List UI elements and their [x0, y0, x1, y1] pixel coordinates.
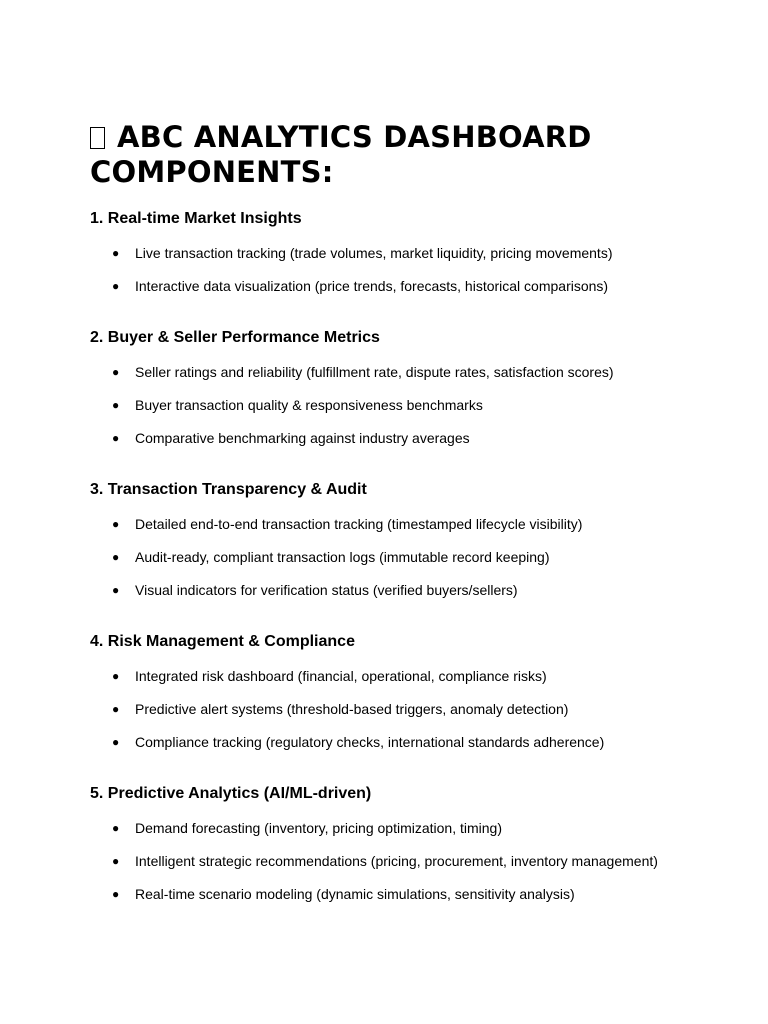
list-item-text: Real-time scenario modeling (dynamic simulations, sensitivity analysis) — [135, 886, 575, 902]
bullet-icon: ● — [112, 517, 120, 531]
list-item — [90, 516, 730, 533]
list-item-text: Buyer transaction quality & responsiveness benchmarks — [135, 397, 483, 413]
list-item-text: Live transaction tracking (trade volumes, market liquidity, pricing movements) — [135, 245, 613, 261]
list-item-text: Predictive alert systems (threshold-based triggers, anomaly detection) — [135, 701, 569, 717]
list-item-text: Seller ratings and reliability (fulfillment rate, dispute rates, satisfaction scores) — [135, 364, 614, 380]
list-item — [90, 886, 730, 903]
list-item-text: Integrated risk dashboard (financial, operational, compliance risks) — [135, 668, 547, 684]
list-item — [90, 582, 730, 599]
document-title-text: ABC ANALYTICS DASHBOARD COMPONENTS: — [90, 120, 592, 189]
section-buyer-seller-performance-metrics — [90, 328, 730, 447]
list-item-text: Detailed end-to-end transaction tracking (timestamped lifecycle visibility) — [135, 516, 583, 532]
list-item — [90, 397, 730, 414]
section-transaction-transparency-audit — [90, 480, 730, 599]
bullet-icon: ● — [112, 821, 120, 835]
bullet-icon: ● — [112, 854, 120, 868]
document-page — [90, 120, 730, 903]
bullet-icon: ● — [112, 735, 120, 749]
list-item — [90, 549, 730, 566]
bullet-list — [90, 364, 730, 447]
missing-glyph-icon — [90, 127, 105, 149]
list-item — [90, 701, 730, 718]
bullet-icon: ● — [112, 887, 120, 901]
section-real-time-market-insights — [90, 209, 730, 295]
bullet-icon: ● — [112, 398, 120, 412]
bullet-icon: ● — [112, 702, 120, 716]
list-item-text: Compliance tracking (regulatory checks, international standards adherence) — [135, 734, 605, 750]
list-item — [90, 430, 730, 447]
section-heading: 3. Transaction Transparency & Audit — [90, 481, 367, 498]
bullet-icon: ● — [112, 550, 120, 564]
list-item-text: Visual indicators for verification status (verified buyers/sellers) — [135, 582, 518, 598]
document-title — [90, 120, 730, 190]
bullet-icon: ● — [112, 365, 120, 379]
bullet-list — [90, 516, 730, 599]
bullet-list — [90, 820, 730, 903]
list-item — [90, 278, 730, 295]
list-item-text: Demand forecasting (inventory, pricing optimization, timing) — [135, 820, 503, 836]
bullet-icon: ● — [112, 246, 120, 260]
section-heading: 4. Risk Management & Compliance — [90, 633, 355, 650]
bullet-icon: ● — [112, 279, 120, 293]
bullet-icon: ● — [112, 431, 120, 445]
bullet-list — [90, 668, 730, 751]
list-item — [90, 364, 730, 381]
section-heading: 1. Real-time Market Insights — [90, 210, 302, 227]
section-heading: 2. Buyer & Seller Performance Metrics — [90, 329, 380, 346]
list-item-text: Intelligent strategic recommendations (pricing, procurement, inventory management) — [135, 853, 658, 869]
list-item-text: Comparative benchmarking against industry averages — [135, 430, 470, 446]
list-item-text: Audit-ready, compliant transaction logs (immutable record keeping) — [135, 549, 550, 565]
bullet-icon: ● — [112, 669, 120, 683]
bullet-list — [90, 245, 730, 295]
list-item — [90, 853, 730, 870]
section-heading: 5. Predictive Analytics (AI/ML-driven) — [90, 785, 372, 802]
section-risk-management-compliance — [90, 632, 730, 751]
list-item — [90, 734, 730, 751]
list-item — [90, 245, 730, 262]
bullet-icon: ● — [112, 583, 120, 597]
list-item-text: Interactive data visualization (price trends, forecasts, historical comparisons) — [135, 278, 609, 294]
list-item — [90, 668, 730, 685]
list-item — [90, 820, 730, 837]
section-predictive-analytics — [90, 784, 730, 903]
